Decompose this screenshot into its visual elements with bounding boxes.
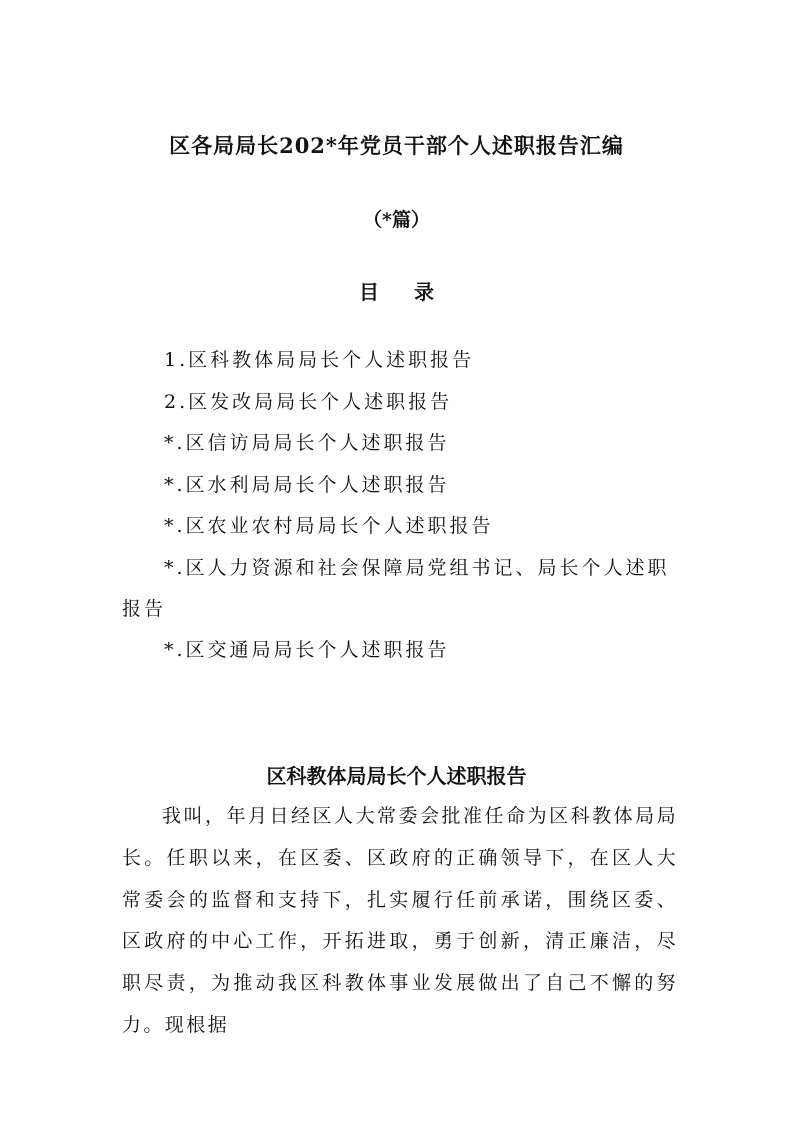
table-of-contents (122, 340, 674, 671)
toc-item: *.区交通局局长个人述职报告 (164, 638, 450, 661)
document-subtitle: （*篇） (363, 209, 430, 231)
toc-item: *.区农业农村局局长个人述职报告 (164, 515, 494, 537)
toc-item: 2.区发改局局长个人述职报告 (164, 390, 453, 413)
toc-item: *.区信访局局长个人述职报告 (164, 432, 450, 454)
toc-item: *.区人力资源和社会保障局党组书记、局长个人述职报告 (122, 556, 670, 620)
toc-item: 1.区科教体局局长个人述职报告 (164, 349, 475, 371)
document-title: 区各局局长202*年党员干部个人述职报告汇编 (169, 133, 624, 158)
body-paragraph: 我叫，年月日经区人大常委会批准任命为区科教体局局长。任职以来，在区委、区政府的正确领导下，在区人大常委会的监督和支持下，扎实履行任前承诺，围绕区委、区政府的中心工作，开拓进取，勇于创新，清正廉洁，尽职尽责，为推动我区科教体事业发展做出了自己不懈的努力。现根据 (122, 805, 678, 1036)
toc-heading: 目 录 (359, 280, 448, 304)
section-title: 区科教体局局长个人述职报告 (266, 764, 527, 788)
toc-item: *.区水利局局长个人述职报告 (164, 473, 450, 496)
